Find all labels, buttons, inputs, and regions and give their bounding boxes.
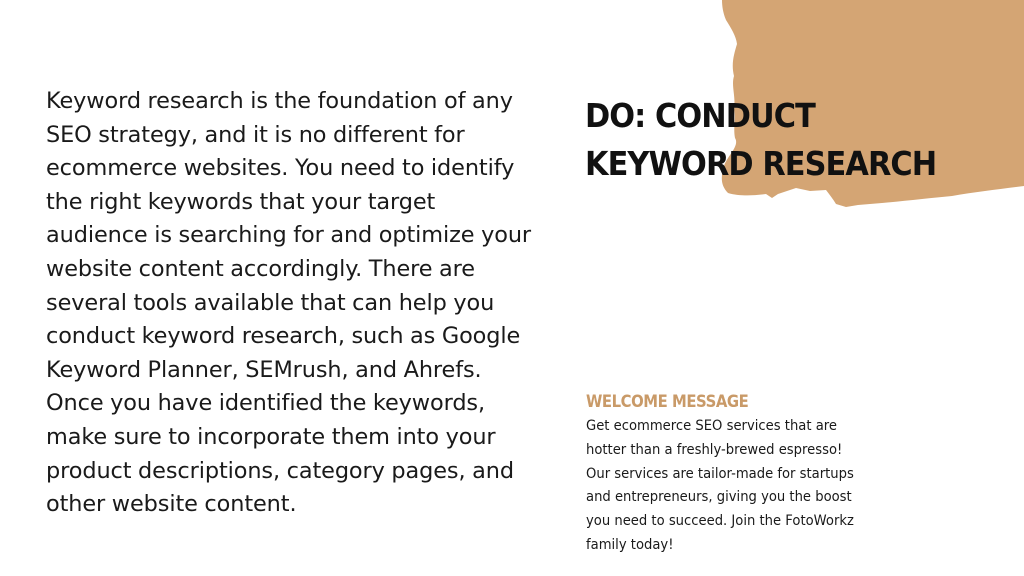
page-title-line: KEYWORD RESEARCH [585,144,937,183]
body-line: Once you have identified the keywords, [46,390,486,417]
body-line: Keyword Planner, SEMrush, and Ahrefs. [46,356,482,383]
body-line: several tools available that can help you [46,289,495,316]
body-line: website content accordingly. There are [46,255,475,282]
body-line: audience is searching for and optimize your [46,222,532,249]
body-line: the right keywords that your target [46,188,436,215]
page-title-line: DO: CONDUCT [585,96,815,135]
body-line: conduct keyword research, such as Google [46,323,521,350]
welcome-line: Our services are tailor-made for startups [586,465,854,482]
page-title [585,92,936,188]
body-line: Keyword research is the foundation of any [46,88,513,114]
welcome-line: Get ecommerce SEO services that are [586,418,837,434]
welcome-line: and entrepreneurs, giving you the boost [586,489,852,506]
welcome-message-title: WELCOME MESSAGE [586,392,749,411]
body-line: product descriptions, category pages, and [46,457,514,484]
body-line: SEO strategy, and it is no different for [46,121,465,148]
body-paragraph [46,85,556,522]
body-line: make sure to incorporate them into your [46,423,496,450]
welcome-line: you need to succeed. Join the FotoWorkz [586,513,854,530]
welcome-line: hotter than a freshly-brewed espresso! [586,441,843,458]
welcome-message-body [586,415,854,558]
welcome-line: family today! [586,536,674,553]
body-line: other website content. [46,491,297,518]
body-line: ecommerce websites. You need to identify [46,155,515,182]
